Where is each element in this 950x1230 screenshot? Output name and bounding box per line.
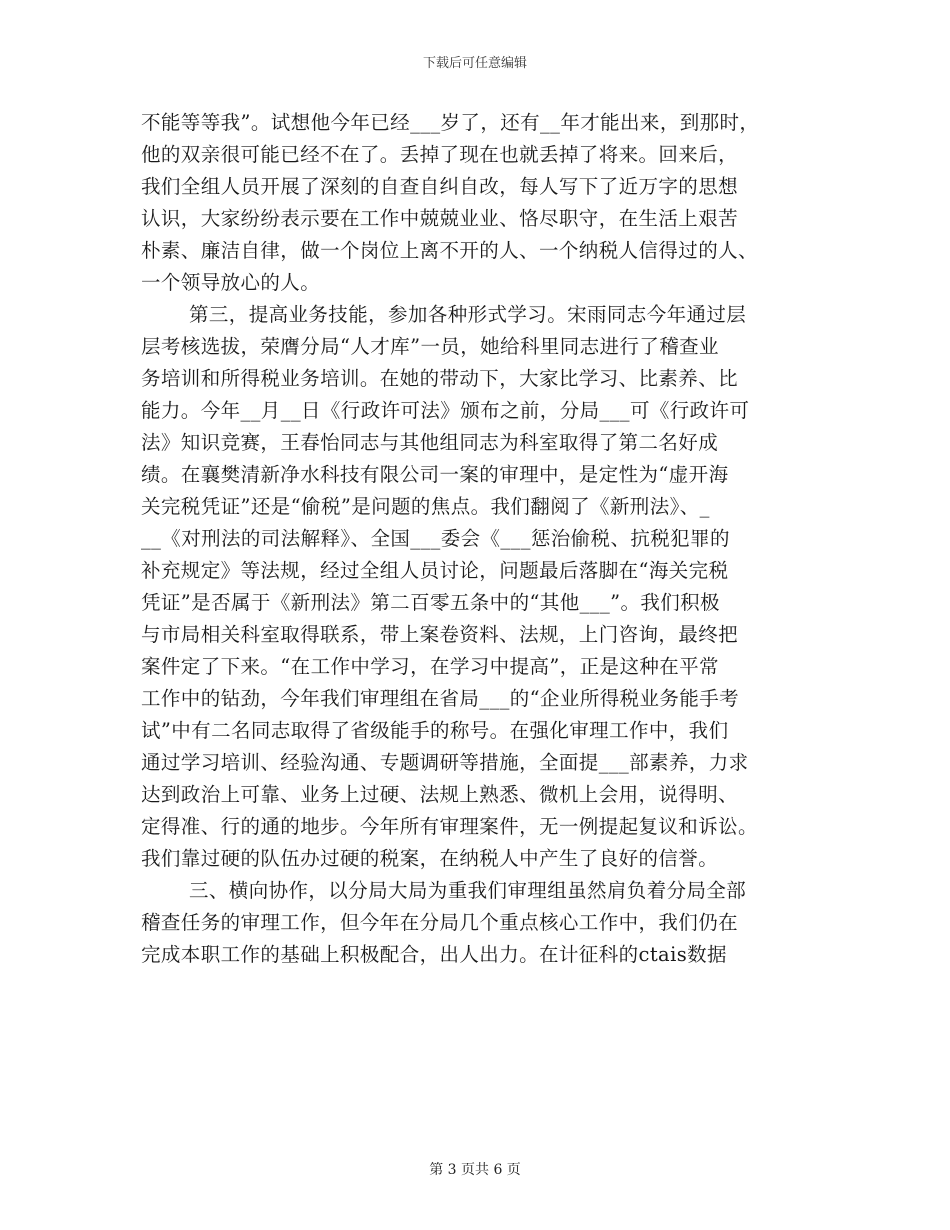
text-line: 他的双亲很可能已经不在了。丢掉了现在也就丢掉了将来。回来后， <box>141 143 739 166</box>
text-line: 我们靠过硬的队伍办过硬的税案，在纳税人中产生了良好的信誉。 <box>141 847 719 870</box>
text-line: 稽查任务的审理工作，但今年在分局几个重点核心工作中，我们仍在 <box>141 911 739 934</box>
text-line: 关完税凭证”还是“偷税”是问题的焦点。我们翻阅了《新刑法》、_ <box>141 495 710 518</box>
text-line: 一个领导放心的人。 <box>141 271 321 294</box>
page-header: 下载后可任意编辑 <box>422 56 527 71</box>
text-line: 与市局相关科室取得联系，带上案卷资料、法规，上门咨询，最终把 <box>141 623 739 646</box>
text-line: 试”中有二名同志取得了省级能手的称号。在强化审理工作中，我们 <box>141 719 729 742</box>
text-line: 补充规定》等法规，经过全组人员讨论，问题最后落脚在“海关完税 <box>141 559 729 582</box>
page-footer: 第 3 页共 6 页 <box>429 1162 521 1178</box>
text-line: 定得准、行的通的地步。今年所有审理案件，无一例提起复议和诉讼。 <box>141 815 758 838</box>
text-line: 不能等等我”。试想他今年已经___岁了，还有__年才能出来，到那时， <box>141 111 760 134</box>
text-line: 能力。今年__月__日《行政许可法》颁布之前，分局___可《行政许可 <box>141 399 750 422</box>
text-line: 法》知识竞赛，王春怡同志与其他组同志为科室取得了第二名好成 <box>141 431 719 454</box>
paragraph-first-line: 三、横向协作，以分局大局为重我们审理组虽然肩负着分局全部 <box>189 879 747 902</box>
text-line: 层考核选拔，荣膺分局“人才库”一员，她给科里同志进行了稽查业 <box>141 335 719 358</box>
paragraph-first-line: 第三，提高业务技能，参加各种形式学习。宋雨同志今年通过层 <box>189 303 747 326</box>
text-line: 完成本职工作的基础上积极配合，出人出力。在计征科的ctais数据 <box>141 943 727 966</box>
text-line: 朴素、廉洁自律，做一个岗位上离不开的人、一个纳税人信得过的人、 <box>141 239 758 262</box>
text-line: 案件定了下来。“在工作中学习，在学习中提高”，正是这种在平常 <box>141 655 719 678</box>
text-line: 务培训和所得税业务培训。在她的带动下，大家比学习、比素养、比 <box>141 367 739 390</box>
text-line: 凭证”是否属于《新刑法》第二百零五条中的“其他___”。我们积极 <box>141 591 720 614</box>
text-line: 绩。在襄樊清新净水科技有限公司一案的审理中，是定性为“虚开海 <box>141 463 729 486</box>
text-line: __《对刑法的司法解释》、全国___委会《___惩治偷税、抗税犯罪的 <box>141 527 730 550</box>
text-line: 认识，大家纷纷表示要在工作中兢兢业业、恪尽职守，在生活上艰苦 <box>141 207 739 230</box>
text-line: 通过学习培训、经验沟通、专题调研等措施，全面提___部素养，力求 <box>141 751 749 774</box>
text-line: 我们全组人员开展了深刻的自查自纠自改，每人写下了近万字的思想 <box>141 175 739 198</box>
text-line: 工作中的钻劲，今年我们审理组在省局___的“企业所得税业务能手考 <box>141 687 740 710</box>
document-body <box>141 107 813 971</box>
text-line: 达到政治上可靠、业务上过硬、法规上熟悉、微机上会用，说得明、 <box>141 783 739 806</box>
